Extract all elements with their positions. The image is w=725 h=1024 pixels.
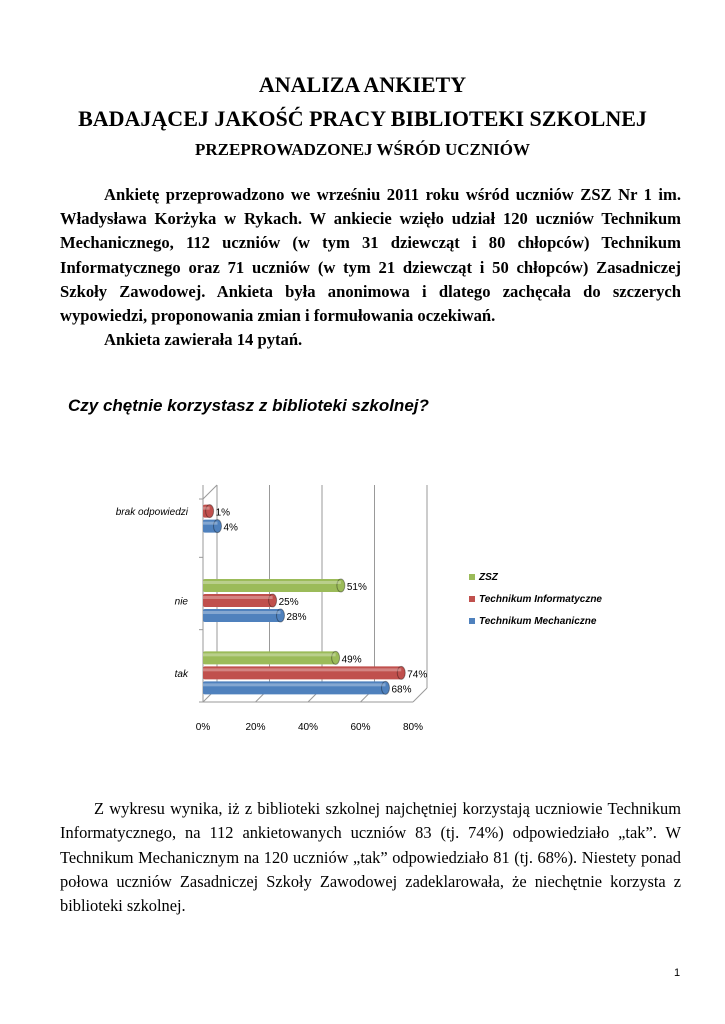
legend-label: Technikum Mechaniczne — [479, 616, 597, 627]
bar — [203, 594, 273, 607]
intro-paragraph: Ankietę przeprowadzono we wrześniu 2011 roku wśród uczniów ZSZ Nr 1 im. Władysława Korżyka w Rykach. W ankiecie wzięło udział 120 uczniów Technikum Mechanicznego, 112 uczniów (w tym 31 dziewcząt i 80 chłopców) Technikum Informatycznego oraz 71 uczniów (w tym 21 dziewcząt i 50 chłopców) Zasadniczej Szkoły Zawodowej. Ankieta była anonimowa i dlatego zachęcała do szczerych wypowiedzi, proponowania zmian i formułowania oczekiwań. — [60, 185, 681, 326]
bar-highlight — [203, 581, 341, 584]
x-tick-label: 40% — [297, 722, 319, 733]
bar-highlight — [203, 653, 336, 656]
data-label: 49% — [341, 654, 362, 666]
bar-cap — [206, 505, 214, 518]
legend-swatch — [469, 618, 475, 624]
bar — [203, 651, 336, 664]
bar-highlight — [203, 683, 386, 686]
bar-highlight — [203, 611, 281, 614]
title-line-2: BADAJĄCEJ JAKOŚĆ PRACY BIBLIOTEKI SZKOLNEJ — [78, 106, 647, 131]
x-tick-label: 0% — [195, 722, 211, 733]
bar — [203, 666, 401, 679]
bar-highlight — [203, 507, 210, 510]
bar — [203, 579, 341, 592]
legend-label: ZSZ — [479, 572, 498, 583]
data-label: 1% — [215, 507, 231, 519]
bar — [203, 681, 386, 694]
data-label: 68% — [391, 684, 412, 696]
category-label: brak odpowiedzi — [115, 507, 188, 519]
x-tick-label: 60% — [350, 722, 371, 733]
floor-gridline — [413, 688, 427, 702]
y-axis-top — [203, 485, 217, 499]
title-line-3: PRZEPROWADZONEJ WŚRÓD UCZNIÓW — [194, 140, 530, 159]
bar-highlight — [203, 596, 273, 599]
bar-cap — [337, 579, 345, 592]
bar-highlight — [203, 668, 401, 671]
x-tick-label: 80% — [402, 722, 424, 733]
bar-cap — [382, 681, 390, 694]
question-heading: Czy chętnie korzystasz z biblioteki szkolnej? — [68, 396, 429, 415]
bar-cap — [332, 651, 340, 664]
data-label: 4% — [223, 522, 238, 534]
conclusion-paragraph: Z wykresu wynika, iż z biblioteki szkolnej najchętniej korzystają uczniowie Technikum Informatycznego, na 112 ankietowanych uczniów 83 (tj. 74%) odpowiedziało „tak”. W Technikum Mechanicznym na 120 uczniów „tak” odpowiedziało 81 (tj. 68%). Niestety ponad połowa uczniów Zasadniczej Szkoły Zawodowej zadeklarowała, że niechętnie korzysta z biblioteki szkolnej. — [60, 799, 681, 916]
conclusion-text — [60, 797, 681, 918]
bar-cap — [214, 520, 222, 533]
x-tick-label: 20% — [245, 722, 266, 733]
bar-cap — [277, 609, 285, 622]
data-label: 51% — [346, 582, 367, 593]
bar-cap — [269, 594, 277, 607]
category-label: nie — [174, 596, 188, 608]
page-number: 1 — [674, 967, 681, 979]
bar-highlight — [203, 522, 218, 525]
legend-swatch — [469, 574, 475, 580]
intro-question-count: Ankieta zawierała 14 pytań. — [104, 330, 303, 350]
bar — [203, 609, 281, 622]
category-label: tak — [174, 668, 188, 680]
data-label: 25% — [278, 597, 299, 608]
data-label: 74% — [407, 669, 428, 681]
data-label: 28% — [286, 612, 307, 623]
bar-cap — [397, 666, 405, 679]
legend-label: Technikum Informatyczne — [479, 594, 602, 605]
legend-swatch — [469, 596, 475, 602]
title-line-1: ANALIZA ANKIETY — [258, 72, 467, 97]
